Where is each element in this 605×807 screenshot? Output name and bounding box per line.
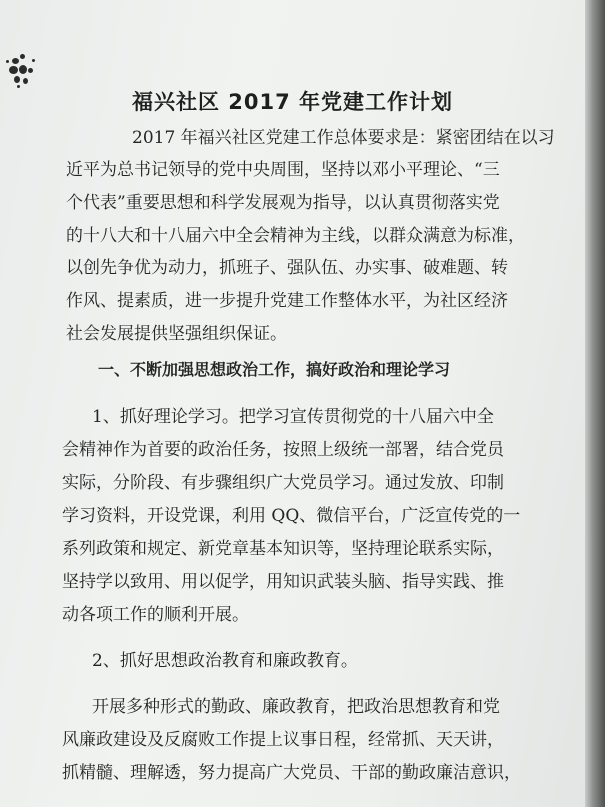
body-line: 1、抓好理论学习。把学习宣传贯彻党的十八届六中全 xyxy=(92,407,494,427)
body-line: 学习资料，开设党课，利用 QQ、微信平台，广泛宣传党的一 xyxy=(62,506,521,526)
intro-line: 以创先争优为动力，抓班子、强队伍、办实事、破难题、转 xyxy=(66,258,508,278)
intro-line: 个代表”重要思想和科学发展观为指导，以认真贯彻落实党 xyxy=(66,193,500,213)
body-line: 动各项工作的顺利开展。 xyxy=(62,605,249,625)
section-heading: 一、不断加强思想政治工作，搞好政治和理论学习 xyxy=(98,360,451,379)
body-line: 实际，分阶段、有步骤组织广大党员学习。通过发放、印制 xyxy=(62,473,504,493)
item-heading: 2、抓好思想政治教育和廉政教育。 xyxy=(92,651,358,671)
body-line: 会精神作为首要的政治任务，按照上级统一部署，结合党员 xyxy=(62,440,504,460)
body-line: 系列政策和规定、新党章基本知识等，坚持理论联系实际， xyxy=(62,539,504,559)
intro-line: 2017 年福兴社区党建工作总体要求是：紧密团结在以习 xyxy=(132,128,555,148)
body-line: 开展多种形式的勤政、廉政教育，把政治思想教育和党 xyxy=(92,697,500,717)
intro-line: 社会发展提供坚强组织保证。 xyxy=(66,324,287,344)
document-title: 福兴社区 2017 年党建工作计划 xyxy=(131,90,454,114)
body-line: 风廉政建设及反腐败工作提上议事日程，经常抓、天天讲， xyxy=(62,730,504,750)
body-line: 抓精髓、理解透，努力提高广大党员、干部的勤政廉洁意识， xyxy=(62,763,521,783)
intro-line: 的十八大和十八届六中全会精神为主线，以群众满意为标准， xyxy=(66,226,525,246)
intro-line: 近平为总书记领导的党中央周围，坚持以邓小平理论、“三 xyxy=(66,160,500,180)
body-line: 坚持学以致用、用以促学，用知识武装头脑、指导实践、推 xyxy=(62,572,504,592)
intro-line: 作风、提素质，进一步提升党建工作整体水平，为社区经济 xyxy=(66,291,508,311)
page-edge-shadow xyxy=(585,0,605,807)
ink-stain xyxy=(6,54,36,90)
